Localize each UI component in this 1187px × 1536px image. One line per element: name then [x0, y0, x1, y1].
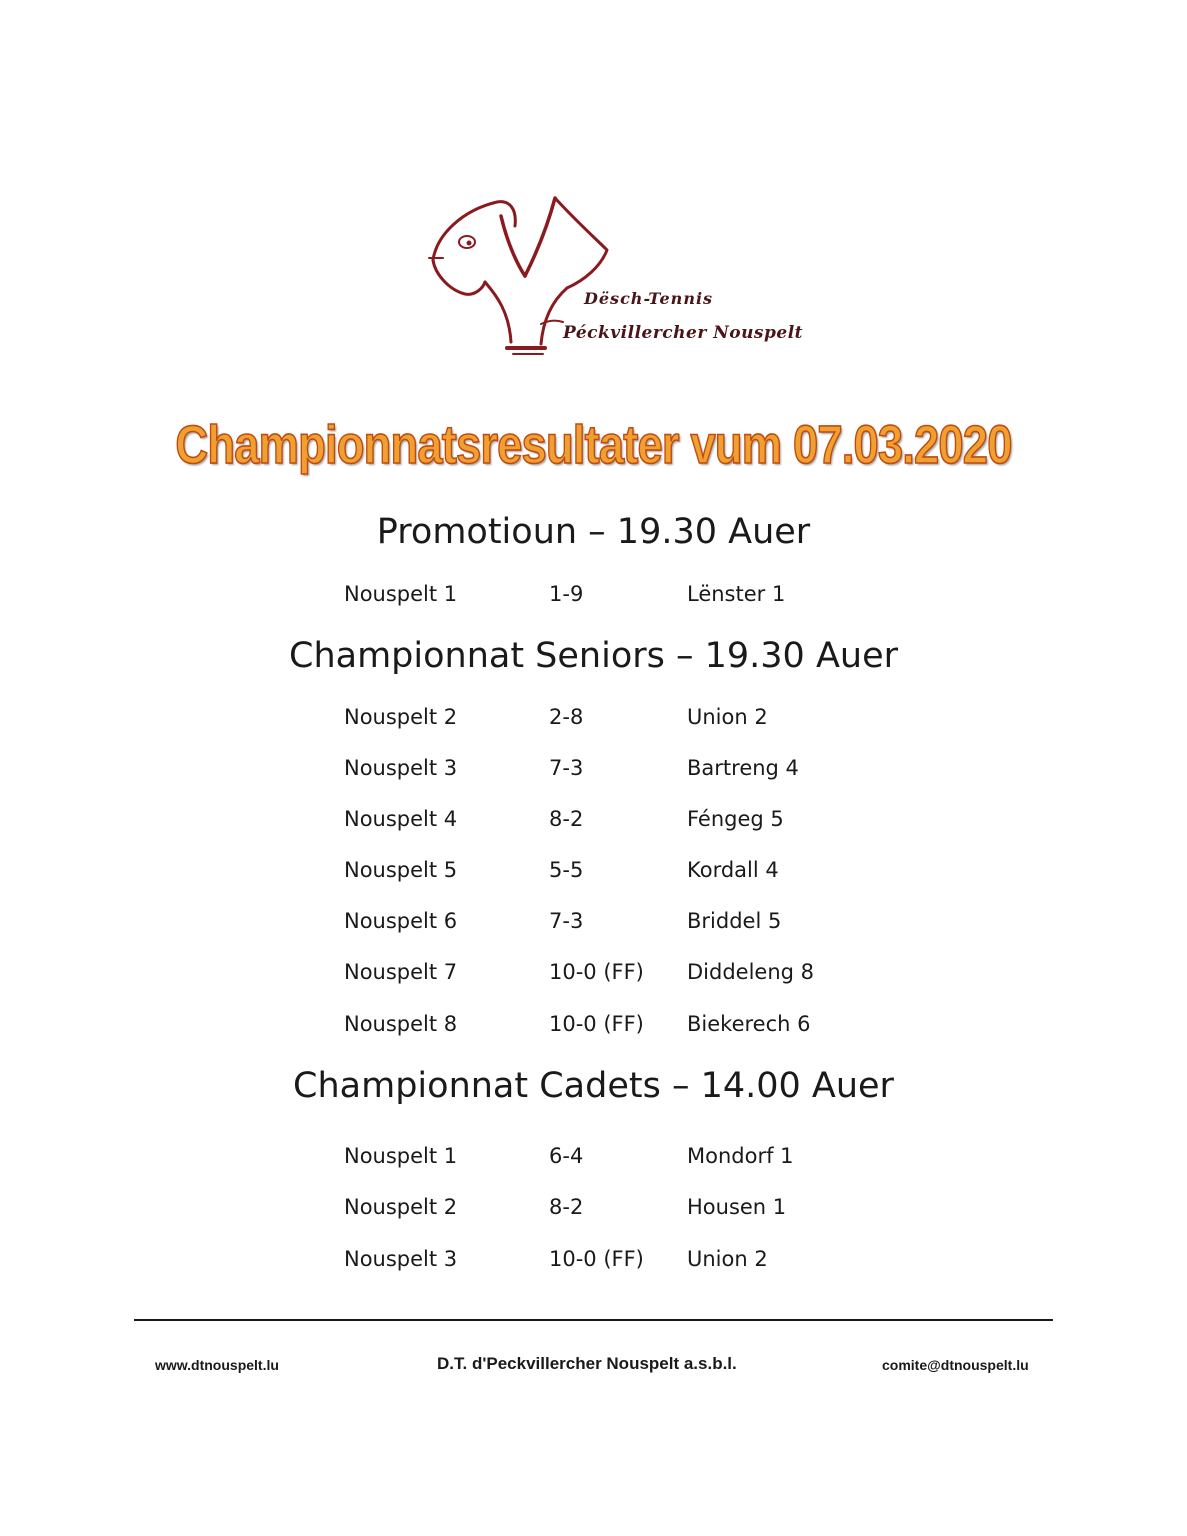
away-team: Union 2 [687, 705, 768, 729]
away-team: Féngeg 5 [687, 807, 784, 831]
home-team: Nouspelt 2 [344, 1195, 458, 1219]
away-team: Diddeleng 8 [687, 960, 815, 984]
home-team: Nouspelt 7 [344, 960, 458, 984]
logo-text-line2: Péckvillercher Nouspelt [563, 323, 804, 343]
away-team: Kordall 4 [687, 858, 779, 882]
match-score: 1-9 [549, 582, 584, 606]
logo-text-line1: Dësch-Tennis [584, 289, 714, 308]
footer-email-link[interactable]: comite@dtnouspelt.lu [882, 1357, 1029, 1373]
away-team: Bartreng 4 [687, 756, 799, 780]
away-team: Housen 1 [687, 1195, 787, 1219]
away-team: Mondorf 1 [687, 1144, 794, 1168]
away-team: Biekerech 6 [687, 1012, 811, 1036]
footer-divider [134, 1319, 1053, 1321]
away-team: Briddel 5 [687, 909, 782, 933]
match-row [0, 756, 1187, 786]
home-team: Nouspelt 6 [344, 909, 458, 933]
match-row [0, 582, 1187, 612]
match-row [0, 960, 1187, 990]
match-row [0, 705, 1187, 735]
home-team: Nouspelt 8 [344, 1012, 458, 1036]
match-score: 8-2 [549, 1195, 584, 1219]
footer-club-name: D.T. d'Peckvillercher Nouspelt a.s.b.l. [437, 1354, 737, 1373]
home-team: Nouspelt 2 [344, 705, 458, 729]
match-score: 7-3 [549, 756, 584, 780]
home-team: Nouspelt 3 [344, 756, 458, 780]
match-score: 5-5 [549, 858, 584, 882]
section-heading-cadets: Championnat Cadets – 14.00 Auer [293, 1066, 894, 1106]
match-row [0, 1247, 1187, 1277]
match-score: 6-4 [549, 1144, 584, 1168]
home-team: Nouspelt 3 [344, 1247, 458, 1271]
match-row [0, 858, 1187, 888]
away-team: Union 2 [687, 1247, 768, 1271]
home-team: Nouspelt 5 [344, 858, 458, 882]
home-team: Nouspelt 1 [344, 1144, 458, 1168]
match-score: 10-0 (FF) [549, 1247, 644, 1271]
match-score: 10-0 (FF) [549, 960, 644, 984]
away-team: Lënster 1 [687, 582, 786, 606]
match-score: 10-0 (FF) [549, 1012, 644, 1036]
section-heading-seniors: Championnat Seniors – 19.30 Auer [289, 636, 898, 676]
match-score: 8-2 [549, 807, 584, 831]
home-team: Nouspelt 1 [344, 582, 458, 606]
match-score: 2-8 [549, 705, 584, 729]
section-heading-promotioun: Promotioun – 19.30 Auer [376, 512, 811, 552]
match-score: 7-3 [549, 909, 584, 933]
match-row [0, 1144, 1187, 1174]
match-row [0, 909, 1187, 939]
home-team: Nouspelt 4 [344, 807, 458, 831]
match-row [0, 807, 1187, 837]
match-row [0, 1012, 1187, 1042]
footer-website-link[interactable]: www.dtnouspelt.lu [155, 1357, 279, 1373]
page-title: Championnatsresultater vum 07.03.2020 [175, 415, 1012, 475]
match-row [0, 1195, 1187, 1225]
